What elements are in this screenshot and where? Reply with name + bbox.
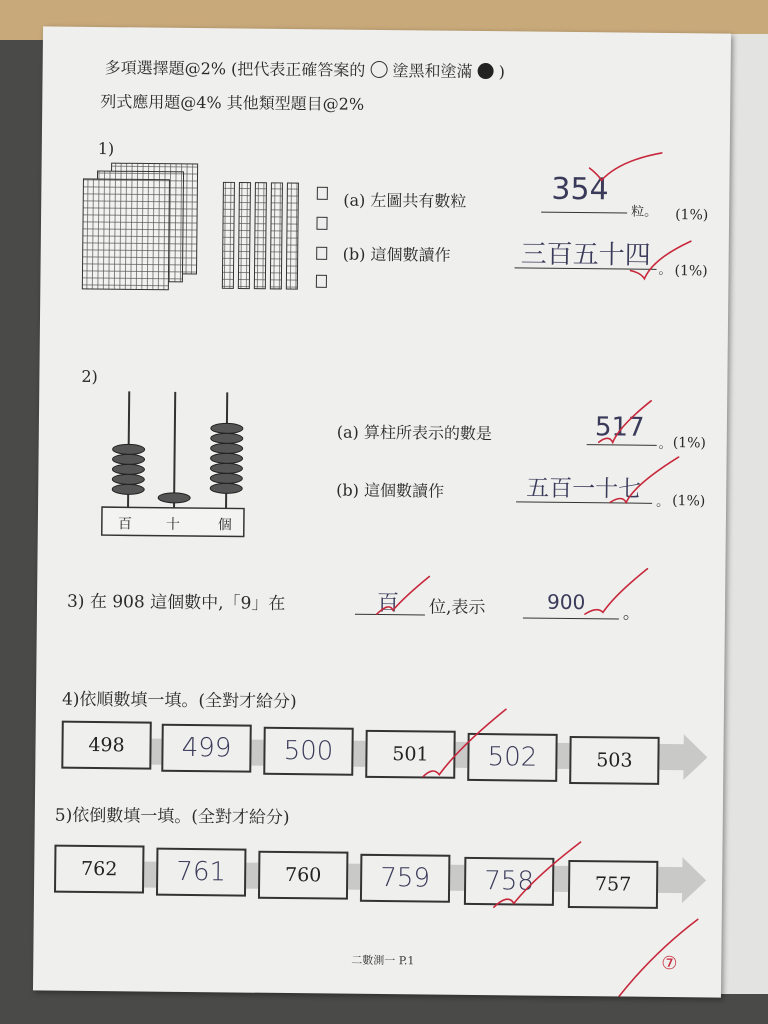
check-mark-q2a: [599, 400, 651, 443]
score-mark: ⑦: [661, 952, 678, 975]
check-mark-q3a: [377, 576, 429, 615]
abacus-label-ones: 個: [217, 517, 232, 534]
worksheet-page: [33, 26, 731, 997]
q2b-score: (1%): [672, 493, 706, 510]
q1b-label: (b) 這個數讀作: [342, 244, 451, 265]
q5-box-1: 762: [54, 845, 144, 894]
check-mark-q3b: [585, 568, 647, 615]
q5-box-3: 760: [258, 851, 348, 900]
check-mark-q1b: [630, 241, 690, 280]
q5-box-6: 757: [568, 860, 658, 909]
q2b-label: (b) 這個數讀作: [336, 480, 445, 501]
q2a-answer: 517: [594, 412, 645, 443]
q3-end: 。: [622, 603, 641, 624]
q4-box-5[interactable]: 502: [467, 733, 557, 782]
q5-box-4[interactable]: 759: [360, 854, 450, 903]
check-mark-q4: [423, 708, 506, 777]
q2b-end: 。: [656, 494, 670, 511]
q2-number: 2): [81, 366, 98, 387]
q5-box-5[interactable]: 758: [464, 857, 554, 906]
q1-number: 1): [97, 139, 115, 159]
q5-box-2[interactable]: 761: [156, 848, 246, 897]
score-stroke: [619, 919, 698, 998]
q1b-answer: 三百五十四: [520, 239, 651, 271]
header-line1-suffix: ): [498, 62, 506, 82]
header-line1-mid: 塗黑和塗滿: [392, 61, 473, 81]
q3-text1: 3) 在 908 這個數中,「9」在: [66, 591, 286, 614]
q1a-answer: 354: [551, 171, 609, 208]
q2b-answer: 五百一十七: [526, 475, 642, 503]
q1b-end: 。: [658, 262, 672, 279]
q4-box-4: 501: [365, 730, 455, 779]
q1b-score: (1%): [674, 263, 708, 280]
check-mark-q1a: [589, 152, 661, 181]
q2a-end: 。: [658, 436, 672, 453]
q4-box-3[interactable]: 500: [263, 727, 353, 776]
q4-title: 4)依順數填一填。(全對才給分): [61, 689, 297, 713]
header-line2: 列式應用題@4% 其他類型題目@2%: [100, 92, 365, 114]
abacus-label-tens: 十: [165, 516, 180, 533]
q1a-unit: 粒。: [631, 204, 658, 220]
q1a-label: (a) 左圖共有數粒: [343, 190, 467, 211]
red-pen-check-marks: [33, 26, 731, 997]
q4-box-6: 503: [569, 736, 659, 785]
q3-text2: 位,表示: [428, 597, 486, 619]
q1a-score: (1%): [675, 207, 709, 224]
check-mark-q2b: [610, 456, 678, 503]
page-footer: 二數測一 P.1: [351, 953, 415, 968]
q2a-label: (a) 算柱所表示的數是: [336, 422, 493, 444]
abacus-label-hundreds: 百: [117, 516, 132, 533]
q3-answer1: 百: [376, 590, 400, 617]
header-line1-text: 多項選擇題@2% (把代表正確答案的: [104, 58, 366, 80]
q3-answer2: 900: [546, 589, 586, 615]
q4-box-1: 498: [61, 721, 151, 770]
q4-box-2[interactable]: 499: [161, 724, 251, 773]
q2a-score: (1%): [672, 435, 706, 452]
check-mark-q5: [494, 841, 581, 908]
q5-title: 5)依倒數填一填。(全對才給分): [54, 805, 290, 829]
